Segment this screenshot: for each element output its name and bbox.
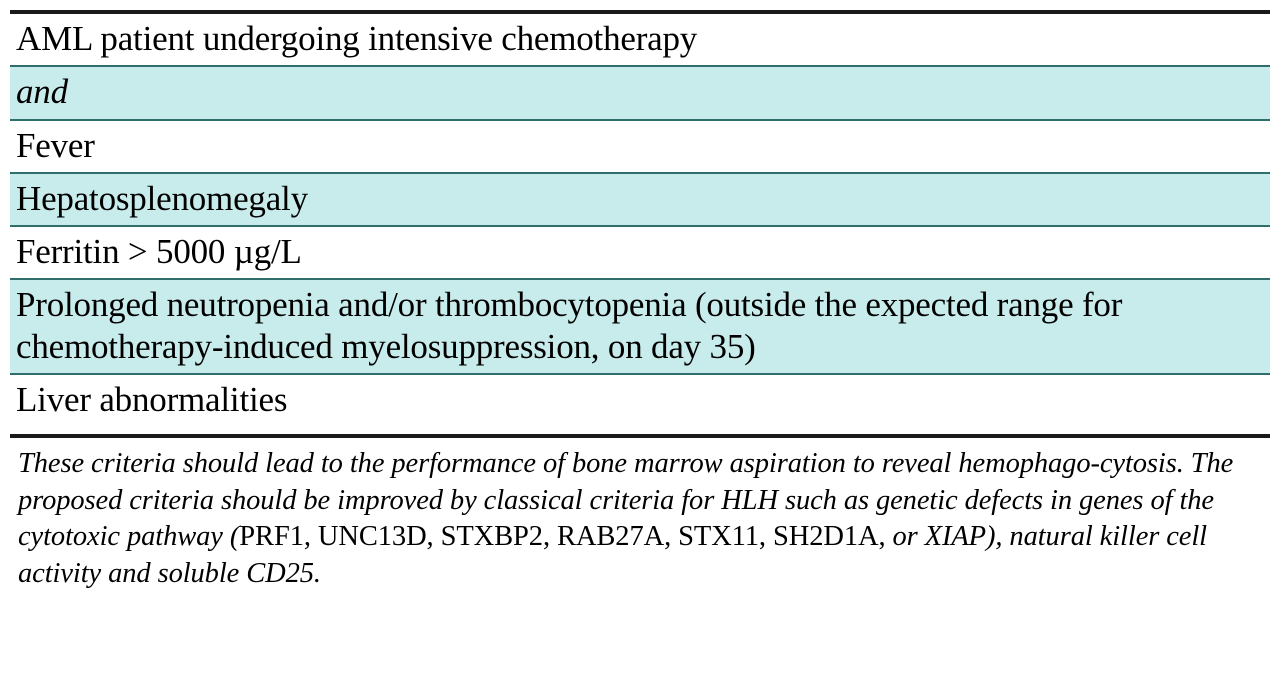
table-footnote <box>10 438 1270 592</box>
footnote-part-2: or XIAP), natural killer cell activity and soluble CD25. <box>18 521 1207 589</box>
table-row: Prolonged neutropenia and/or thrombocytopenia (outside the expected range for chemotherapy-induced myelosuppression, on day 35) <box>10 280 1270 373</box>
table-row: Hepatosplenomegaly <box>10 174 1270 225</box>
footnote-part-1: These criteria should lead to the performance of bone marrow aspiration to reveal hemophago-cytosis. The proposed criteria should be improved by classical criteria for HLH such as genetic defects in genes of the cytotoxic pathway ( <box>18 448 1234 553</box>
table-row: AML patient undergoing intensive chemotherapy <box>16 19 698 58</box>
table-row: and <box>10 67 1270 118</box>
row-gap <box>10 426 1270 434</box>
criteria-table <box>0 10 1280 592</box>
table-row: Ferritin > 5000 µg/L <box>16 232 302 272</box>
table-row: Liver abnormalities <box>16 380 288 420</box>
footnote-gene-list: PRF1, UNC13D, STXBP2, RAB27A, STX11, SH2D1A, <box>239 521 886 553</box>
table-row: Fever <box>16 125 95 165</box>
